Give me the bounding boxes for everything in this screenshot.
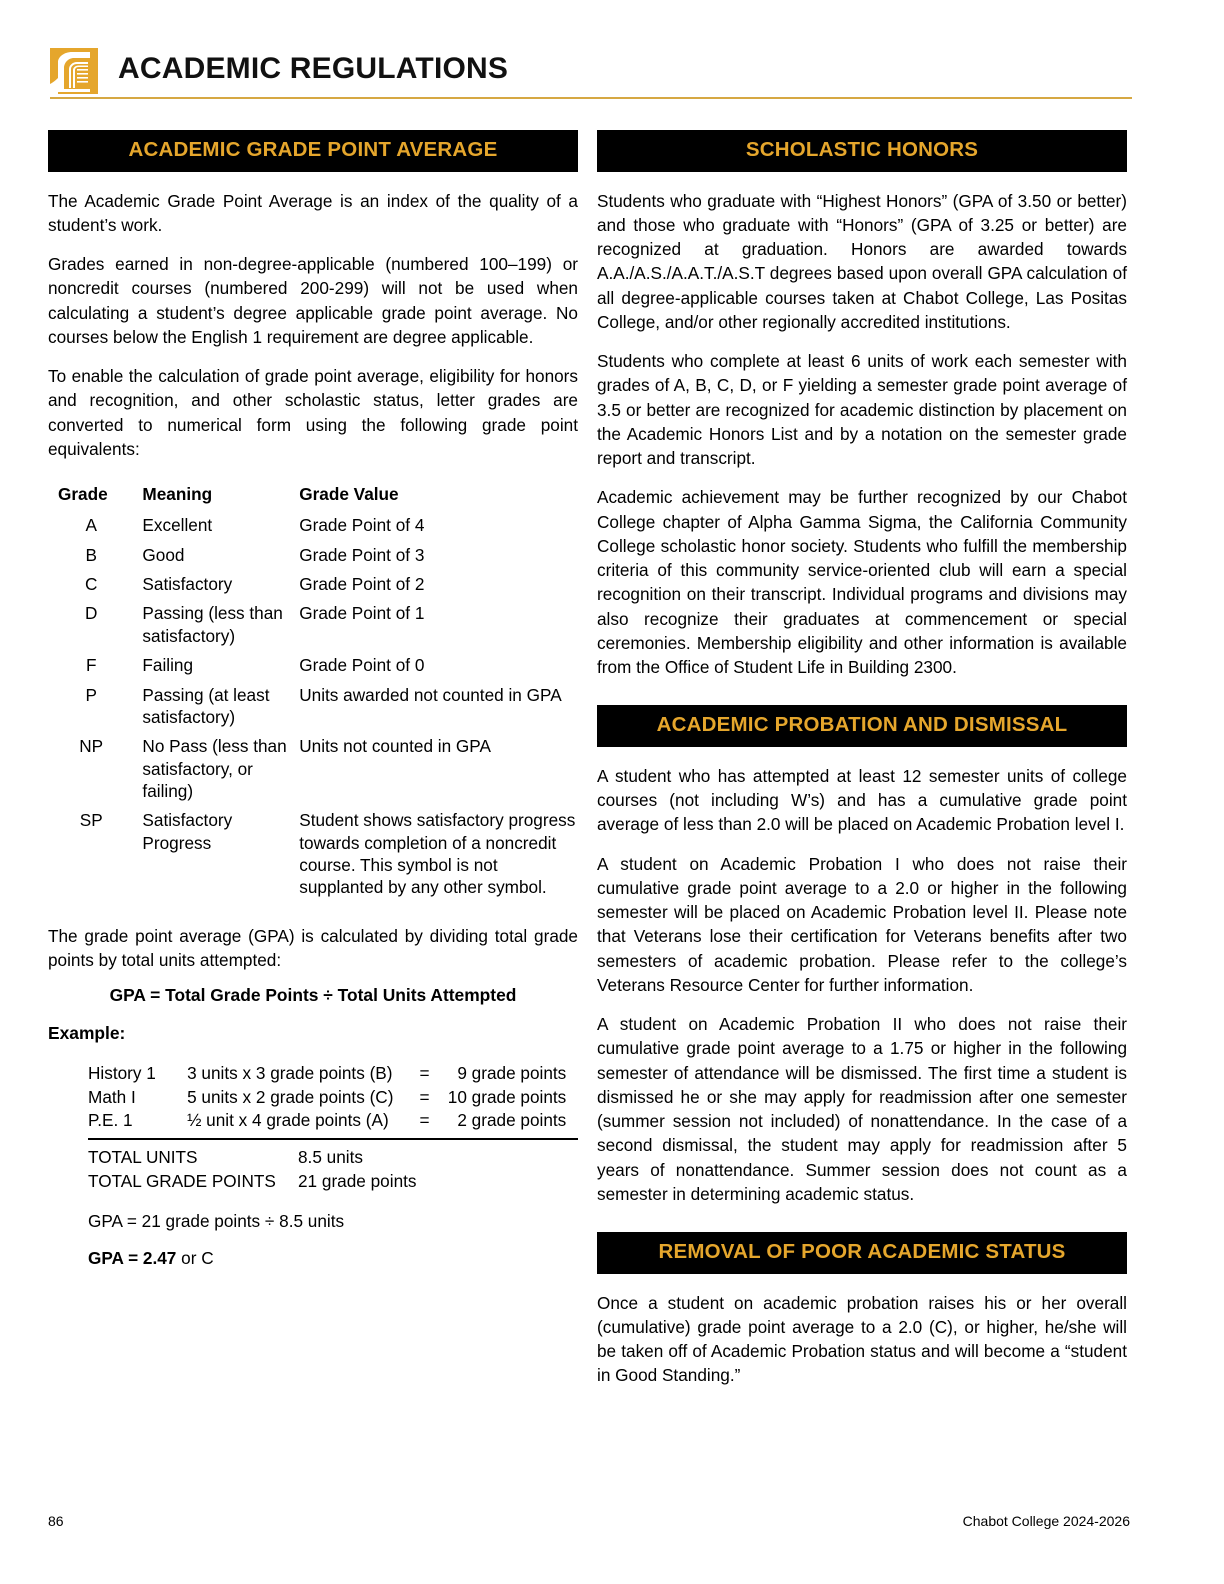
cell-meaning: Good (142, 544, 185, 565)
cell-grade-value: Grade Point of 0 (299, 655, 425, 676)
cell-grade: C (85, 574, 98, 595)
left-column (48, 130, 578, 1270)
section-banner-academic-probation: ACADEMIC PROBATION AND DISMISSAL (597, 705, 1127, 747)
paragraph-honors-3: Academic achievement may be further recognized by our Chabot College chapter of Alpha Gamma Sigma, the California Community College scholastic honor society. Students who fulfill the membership criteria of this community service-oriented club will earn a special recognition on their transcript. Individual programs and divisions may also recognize their graduates at commencement or special ceremonies. Membership eligibility and other information is available from the Office of Student Life in Building 2300. (597, 487, 1127, 677)
calc-result-unit: grade points (471, 1110, 567, 1131)
example-label: Example: (48, 1023, 126, 1044)
chabot-building-logo-icon (50, 48, 98, 98)
page-header (50, 46, 1132, 104)
cell-meaning: Excellent (142, 515, 213, 536)
footer-catalog-label: Chabot College 2024-2026 (962, 1513, 1130, 1529)
paragraph-honors-2: Students who complete at least 6 units of work each semester with grades of A, B, C, D, or F yielding a semester grade point average of 3.5 or better are recognized for academic distinction by placement on the Academic Honors List and by a notation on the semester grade report and transcript. (597, 351, 1127, 468)
calc-course: History 1 (88, 1063, 156, 1084)
totals-row (88, 1170, 578, 1194)
calc-result (443, 1062, 578, 1086)
cell-grade-value: Units awarded not counted in GPA (299, 684, 562, 705)
header-divider (50, 97, 1132, 99)
column-header-meaning: Meaning (142, 484, 213, 504)
calc-result-number: 2 (457, 1110, 467, 1131)
gpa-final-result (88, 1247, 578, 1271)
cell-grade-value: Grade Point of 3 (299, 544, 425, 565)
paragraph-gpa-3: To enable the calculation of grade point average, eligibility for honors and recognition, and other scholastic status, letter grades are converted to numerical form using the following grade point equivalents: (48, 366, 578, 459)
table-header-row (48, 483, 578, 514)
cell-grade-value: Grade Point of 4 (299, 515, 425, 536)
calc-equals: = (419, 1086, 430, 1107)
calc-result (443, 1086, 578, 1110)
calc-expression: 5 units x 2 grade points (C) (187, 1086, 394, 1107)
calc-equals: = (419, 1063, 430, 1084)
gpa-calculation-line: GPA = 21 grade points ÷ 8.5 units (88, 1211, 345, 1232)
calc-equals: = (419, 1110, 430, 1131)
paragraph-honors-1: Students who graduate with “Highest Honors” (GPA of 3.50 or better) and those who graduate with “Honors” (GPA of 3.25 or better) are recognized at graduation. Honors are awarded towards A.A./A.S./A.A.T./A.S.T degrees based upon overall GPA calculation of all degree-applicable courses taken at Chabot College, Las Positas College, and/or other regionally accredited institutions. (597, 190, 1127, 332)
cell-meaning: No Pass (less than satisfactory, or failing) (142, 736, 287, 801)
calc-result-unit: grade points (471, 1086, 567, 1107)
cell-meaning: Passing (less than satisfactory) (142, 603, 283, 646)
cell-grade-value: Grade Point of 1 (299, 603, 425, 624)
table-row (48, 809, 578, 905)
calc-row (88, 1086, 578, 1110)
table-row (48, 684, 578, 736)
cell-meaning: Failing (142, 655, 194, 676)
table-row (48, 654, 578, 683)
paragraph-probation-3: A student on Academic Probation II who does not raise their cumulative grade point average to a 1.75 or higher in the following semester of attendance will be dismissed. The first time a student is dismissed he or she may apply for readmission after one semester (summer session not included) of nonattendance. In the case of a second dismissal, the student may apply for readmission after 5 years of nonattendance. Summer session does not count as a semester in determining academic status. (597, 1014, 1127, 1204)
paragraph-removal-1: Once a student on academic probation raises his or her overall (cumulative) grade point average to a 2.0 (C), or higher, he/she will be taken off of Academic Probation status and will become a “student in Good Standing.” (597, 1292, 1127, 1386)
cell-grade-value: Student shows satisfactory progress towards completion of a noncredit course. This symbol is not supplanted by any other symbol. (299, 810, 576, 898)
calc-expression: 3 units x 3 grade points (B) (187, 1063, 393, 1084)
calc-row (88, 1062, 578, 1086)
paragraph-gpa-calculation-intro: The grade point average (GPA) is calculated by dividing total grade points by total units attempted: (48, 925, 578, 970)
calc-result (443, 1109, 578, 1133)
totals-label: TOTAL GRADE POINTS (88, 1170, 276, 1191)
right-column (597, 130, 1127, 1403)
cell-meaning: Satisfactory Progress (142, 810, 233, 853)
paragraph-gpa-2: Grades earned in non-degree-applicable (numbered 100–199) or noncredit courses (numbered 200-299) will not be used when calculating a student’s degree applicable grade point average. No courses below the English 1 requirement are degree applicable. (48, 254, 578, 347)
section-banner-scholastic-honors: SCHOLASTIC HONORS (597, 130, 1127, 172)
cell-grade: A (85, 515, 97, 536)
calc-course: P.E. 1 (88, 1110, 133, 1131)
column-header-grade: Grade (58, 484, 108, 504)
cell-grade: D (85, 603, 98, 624)
totals-label: TOTAL UNITS (88, 1146, 198, 1167)
calc-result-unit: grade points (471, 1063, 567, 1084)
calc-result-number: 10 (447, 1086, 467, 1107)
cell-grade: NP (79, 736, 104, 757)
paragraph-probation-1: A student who has attempted at least 12 semester units of college courses (not including W’s) and has a cumulative grade point average of less than 2.0 will be placed on Academic Probation level I. (597, 765, 1127, 835)
totals-row (88, 1146, 578, 1170)
totals-value: 21 grade points (298, 1170, 417, 1191)
cell-grade: F (85, 655, 97, 676)
cell-grade: SP (79, 810, 103, 831)
table-row (48, 573, 578, 602)
calc-row (88, 1109, 578, 1133)
gpa-final-letter: or C (176, 1247, 214, 1268)
cell-meaning: Passing (at least satisfactory) (142, 684, 270, 727)
table-row (48, 544, 578, 573)
totals-divider (88, 1138, 578, 1140)
cell-grade: P (85, 684, 97, 705)
cell-grade-value: Units not counted in GPA (299, 736, 491, 757)
gpa-final-value: GPA = 2.47 (88, 1247, 177, 1268)
paragraph-gpa-1: The Academic Grade Point Average is an index of the quality of a student’s work. (48, 190, 578, 235)
totals-value: 8.5 units (298, 1146, 363, 1167)
page-number: 86 (48, 1513, 64, 1529)
table-row (48, 602, 578, 654)
cell-meaning: Satisfactory (142, 574, 233, 595)
gpa-formula: GPA = Total Grade Points ÷ Total Units Attempted (109, 985, 517, 1006)
calc-result-number: 9 (457, 1063, 467, 1084)
table-row (48, 735, 578, 809)
column-header-grade-value: Grade Value (299, 484, 399, 504)
page-title: ACADEMIC REGULATIONS (118, 52, 509, 85)
section-banner-removal-poor-status: REMOVAL OF POOR ACADEMIC STATUS (597, 1232, 1127, 1274)
table-row (48, 514, 578, 543)
paragraph-probation-2: A student on Academic Probation I who does not raise their cumulative grade point average to a 2.0 or higher in the following semester will be placed on Academic Probation level II. Please note that Veterans lose their certification for Veterans benefits after two semesters of academic probation. Please refer to the college’s Veterans Resource Center for further information. (597, 853, 1127, 995)
section-banner-academic-gpa: ACADEMIC GRADE POINT AVERAGE (48, 130, 578, 172)
calc-expression: ½ unit x 4 grade points (A) (187, 1110, 389, 1131)
cell-grade-value: Grade Point of 2 (299, 574, 425, 595)
gpa-example-calculation (88, 1062, 578, 1270)
grade-equivalents-table (48, 483, 578, 906)
cell-grade: B (85, 544, 97, 565)
calc-course: Math I (88, 1086, 136, 1107)
